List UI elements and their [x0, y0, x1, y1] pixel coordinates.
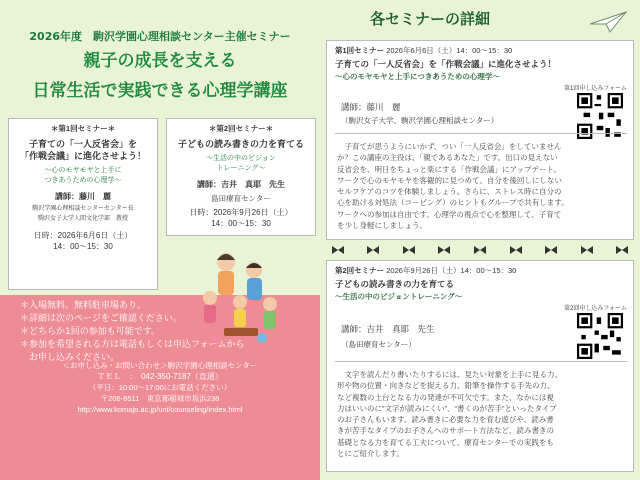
body-line: 子育てが思うようにいかず、つい「一人反省会」をしていません	[337, 142, 562, 151]
note-item: ＊どちらか1回の参加も可能です。	[20, 327, 161, 337]
note-item: お申し込みください。	[20, 353, 120, 363]
bow-divider	[320, 244, 640, 256]
body-line: とにご紹介します。	[337, 449, 404, 459]
bow-icon	[474, 246, 486, 254]
body-line: 形や物の位置・向きなどを捉える力、鉛筆を操作する手先の力、	[337, 381, 555, 391]
contact-hours: （平日：10:00〜17:00にお電話ください）	[88, 383, 232, 392]
body-line: 文字を読んだり書いたりするには、見たい対象を上手に見る力、	[337, 370, 562, 379]
seminar2-card-header: ＊第2回セミナー＊	[208, 124, 274, 133]
seminar1-detail-header	[335, 45, 512, 56]
seminar1-card-date: 日時：2026年6月6日（土）	[33, 231, 133, 240]
seminar1-card-header: ＊第1回セミナー＊	[50, 124, 116, 133]
contact-url[interactable]: http://www.komajo.ac.jp/uni/counseling/index.html	[77, 405, 243, 414]
seminar2-detail-number: 第2回セミナー	[335, 266, 385, 275]
seminar1-card-title-line2: 「作戦会議」に進化させよう！	[19, 151, 146, 161]
seminar1-divider	[335, 133, 627, 134]
bow-icon	[581, 246, 593, 254]
main-title-line1: 親子の成長を支える	[83, 51, 237, 71]
bow-icon	[332, 246, 344, 254]
bow-icon	[510, 246, 522, 254]
seminar1-detail-sub: 〜心のモヤモヤと上手につきあうための心理学〜	[335, 72, 500, 81]
seminar1-card-sub-line2: つきあうための心理学〜	[44, 177, 122, 184]
note-item: ＊参加を希望される方は電話もしくは申込フォームから	[20, 340, 245, 350]
seminar1-detail-aff: （駒沢女子大学、駒沢学園心理相談センター）	[341, 116, 499, 125]
note-item: ＊入場無料。無料駐車場あり。	[20, 301, 147, 311]
seminar1-detail	[326, 40, 634, 240]
paper-plane-icon	[588, 10, 628, 34]
seminar2-detail-header	[335, 265, 516, 276]
seminar2-card	[166, 118, 316, 236]
seminar1-detail-number: 第1回セミナー	[335, 46, 385, 55]
contact-block	[0, 360, 320, 415]
seminar2-detail-aff: （島田療育センター）	[341, 340, 416, 349]
main-title-line2: 日常生活で実践できる心理学講座	[32, 81, 288, 101]
seminar2-detail-body	[337, 369, 625, 459]
seminar1-card-time: 14：00〜15：30	[53, 242, 113, 251]
body-line: 基礎となる力を育てる工夫について、療育センターでの実践をも	[337, 437, 554, 447]
seminar2-card-aff: 島田療育センター	[211, 194, 271, 203]
seminar2-card-sub-line2: トレーニング〜	[216, 165, 266, 172]
bow-icon	[403, 246, 415, 254]
bow-icon	[438, 246, 450, 254]
seminar1-card-speaker: 講師：藤川 麗	[55, 192, 111, 201]
contact-phone[interactable]: ＴＥＬ ： 042-350-7187（直通）	[97, 372, 223, 381]
seminar2-card-title: 子どもの読み書きの力を育てる	[177, 139, 304, 149]
note-item: ＊詳細は次のページをご確認ください。	[20, 314, 182, 324]
body-line: 力はいいのに“文字が読みにくい”、“書くのが苦手”といったタイプ	[337, 403, 557, 413]
seminar1-form-label: 第1回申し込みフォーム	[563, 86, 627, 92]
details-panel	[320, 0, 640, 480]
body-line: のお子さんもいます。読み書きに必要な力を育む遊びや、読み書	[337, 415, 554, 425]
body-line: きが苦手なタイプのお子さんへのサポート方法など、読み書きの	[337, 426, 554, 436]
seminar2-detail-sub: 〜生活の中のビジョントレーニング〜	[335, 292, 463, 301]
organizer-line: 2026年度 駒沢学園心理相談センター主催セミナー	[29, 30, 291, 43]
body-line: 反省会を、明日をちょっと楽にする「作戦会議」にアップデート。	[337, 164, 561, 174]
body-line: セルフケアのコツを体験しましょう。さらに、ストレス時に自分の	[337, 187, 562, 197]
body-line: を少し身軽にしましょう。	[337, 221, 427, 231]
details-title: 各セミナーの詳細	[370, 10, 491, 28]
bow-icon	[545, 246, 557, 254]
body-line: ワークへの参加は自由です。心理学の視点で心を整理して、子育て	[337, 209, 562, 219]
seminar2-detail-title: 子どもの読み書きの力を育てる	[335, 279, 455, 289]
seminar2-detail-speaker: 講師：吉井 真耶 先生	[341, 324, 435, 334]
body-line: か？この講座の主役は、「親であるあなた」です。出口の見えない	[337, 153, 558, 163]
seminar2-form-label: 第2回申し込みフォーム	[563, 306, 627, 312]
seminar2-card-sub-line1: 〜生活の中のビジョン	[206, 155, 276, 162]
seminar1-card-aff-line1: 駒沢学園心理相談センターセンター長	[32, 206, 134, 212]
body-line: など複数の土台となる力の発達が不可欠です。また、なかには視	[337, 392, 554, 402]
bow-icon	[616, 246, 628, 254]
seminar1-card-title-line1: 子育ての「一人反省会」を	[28, 139, 137, 149]
body-line: 心を助ける対処法（コーピング）のヒントもグループで共有します。	[337, 198, 569, 208]
seminar2-divider	[335, 361, 627, 362]
bow-icon	[367, 246, 379, 254]
body-line: ワークで心のモヤモヤを客観的に見つめて、自分を後回しにしない	[337, 175, 562, 185]
contact-address: 〒206-8511 東京都稲城市坂浜238	[100, 394, 220, 403]
seminar2-card-date: 日時：2026年9月26日（土）	[189, 208, 293, 217]
seminar1-card	[8, 118, 158, 290]
notes-list	[20, 300, 310, 365]
seminar1-card-sub-line1: 〜心のモヤモヤと上手に	[44, 167, 122, 174]
seminar1-detail-date: 2026年6月6日（土）14：00〜15：30	[386, 46, 513, 55]
seminar2-card-time: 14：00〜15：30	[211, 219, 271, 228]
seminar1-detail-body	[337, 141, 625, 231]
seminar1-detail-speaker: 講師：藤川 麗	[341, 102, 401, 112]
seminar2-detail	[326, 260, 634, 472]
seminar2-detail-date: 2026年9月26日（土）14：00〜15：30	[386, 266, 517, 275]
seminar2-qr-code[interactable]	[577, 313, 623, 359]
seminar1-detail-title: 子育ての「一人反省会」を「作戦会議」に進化させよう！	[335, 59, 557, 69]
seminar1-card-aff-line2: 駒沢女子大学人間文化学部 教授	[37, 216, 128, 222]
seminar2-card-speaker: 講師：吉井 真耶 先生	[197, 180, 285, 189]
contact-heading: ＜お申し込み・お問い合わせ＞駒沢学園心理相談センター	[62, 361, 258, 370]
